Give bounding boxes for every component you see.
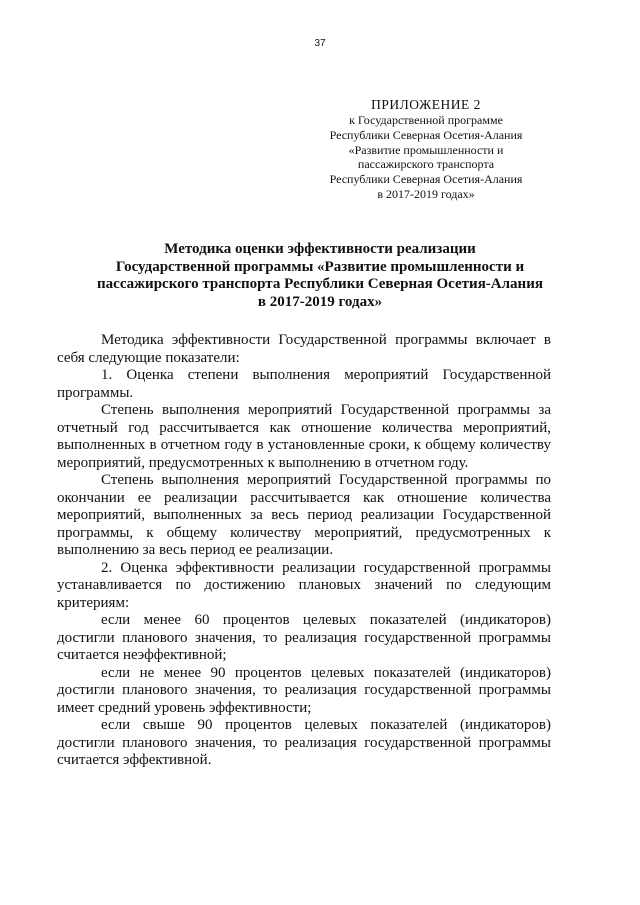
appendix-line: в 2017-2019 годах» [377,186,475,201]
paragraph-criterion-effective: если свыше 90 процентов целевых показателей (индикаторов) достигли планового значения, то реализация государственной программы считается эффективной. [57,717,551,768]
title-line: пассажирского транспорта Республики Северная Осетия-Алания [97,276,543,292]
appendix-line: Республики Северная Осетия-Алания [329,127,523,142]
title-line: в 2017-2019 годах» [257,293,383,310]
appendix-line: пассажирского транспорта [357,157,495,172]
document-title [48,241,592,311]
paragraph-intro: Методика эффективности Государственной программы включает в себя следующие показатели: [57,332,551,366]
paragraph-final-completion: Степень выполнения мероприятий Государственной программы по окончании ее реализации рассчитывается как отношение количества мероприятий, выполненных за весь период реализации Государственной программы, к общему количеству мероприятий, предусмотренных к выполнению за весь период ее реализации. [57,472,551,558]
document-body [57,332,551,770]
title-line: Методика оценки эффективности реализации [164,241,476,257]
paragraph-criterion-medium: если не менее 90 процентов целевых показателей (индикаторов) достигли планового значения, то реализация государственной программы имеет средний уровень эффективности; [57,664,551,716]
appendix-line: «Развитие промышленности и [348,142,504,157]
appendix-line: к Государственной программе [349,113,503,127]
appendix-line: Республики Северная Осетия-Алания [329,172,523,187]
paragraph-section-1-heading: 1. Оценка степени выполнения мероприятий Государственной программы. [57,367,551,401]
page-number: 37 [314,38,326,49]
paragraph-criterion-ineffective: если менее 60 процентов целевых показателей (индикаторов) достигли планового значения, то реализация государственной программы считается неэффективной; [57,612,551,663]
paragraph-annual-completion: Степень выполнения мероприятий Государственной программы за отчетный год рассчитывается как отношение количества мероприятий, выполненных в отчетном году в установленные сроки, к общему количеству мероприятий, предусмотренных к выполнению в отчетном году. [57,402,551,471]
appendix-header [316,97,536,202]
title-line: Государственной программы «Развитие промышленности и [115,258,525,275]
paragraph-section-2-heading: 2. Оценка эффективности реализации государственной программы устанавливается по достижению плановых значений по следующим критериям: [57,559,551,611]
appendix-title: ПРИЛОЖЕНИЕ 2 [371,97,481,112]
